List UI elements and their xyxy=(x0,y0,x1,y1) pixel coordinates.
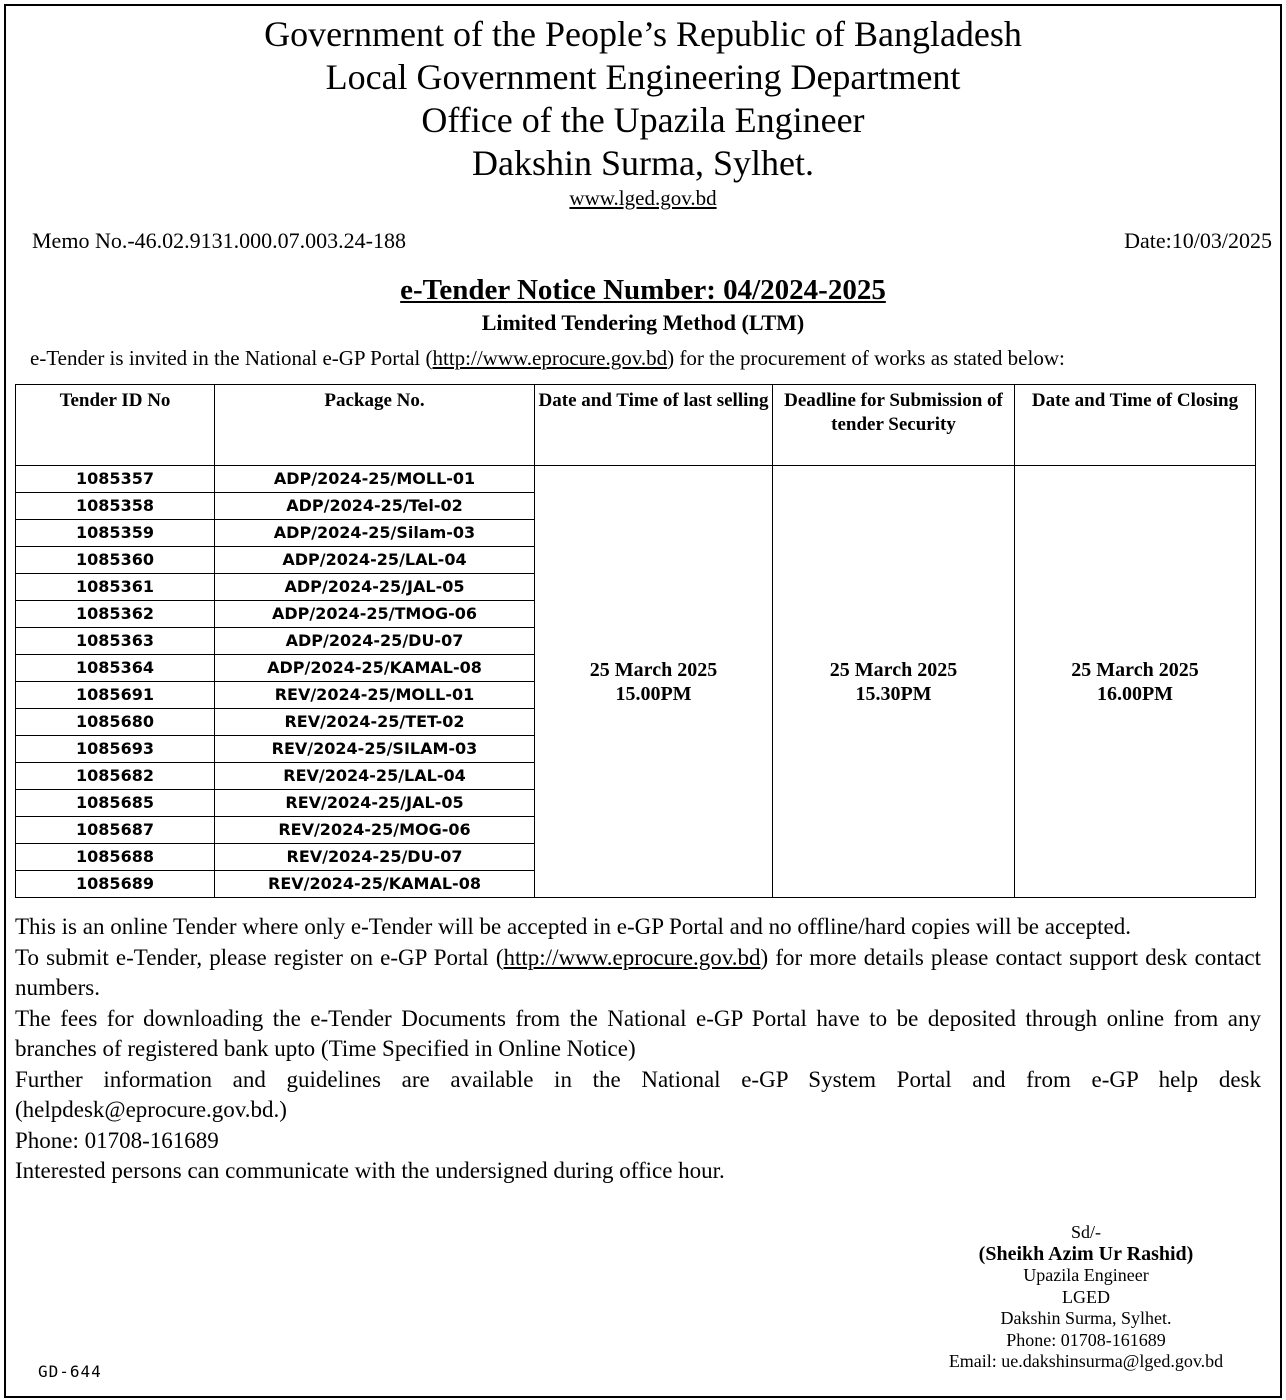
sig-email: Email: ue.dakshinsurma@lged.gov.bd xyxy=(948,1351,1224,1371)
memo-row xyxy=(32,228,1272,254)
last-selling-cell xyxy=(535,466,773,898)
header-government: Government of the People’s Republic of Bangladesh xyxy=(264,14,1022,54)
package-cell: ADP/2024-25/TMOG-06 xyxy=(215,601,535,628)
sig-name: (Sheikh Azim Ur Rashid) xyxy=(978,1242,1194,1265)
closing-cell xyxy=(1015,466,1256,898)
tender-id-cell: 1085680 xyxy=(16,709,215,736)
header-package: Package No. xyxy=(215,385,535,466)
tender-instructions xyxy=(15,912,1261,1187)
tender-id-cell: 1085360 xyxy=(16,547,215,574)
package-cell: REV/2024-25/JAL-05 xyxy=(215,790,535,817)
package-cell: ADP/2024-25/DU-07 xyxy=(215,628,535,655)
tender-id-cell: 1085687 xyxy=(16,817,215,844)
header-tender-id: Tender ID No xyxy=(16,385,215,466)
header-last-selling: Date and Time of last selling xyxy=(535,385,773,466)
tender-id-cell: 1085361 xyxy=(16,574,215,601)
tender-id-cell: 1085363 xyxy=(16,628,215,655)
package-cell: ADP/2024-25/Silam-03 xyxy=(215,520,535,547)
notice-title: e-Tender Notice Number: 04/2024-2025 xyxy=(400,274,886,306)
para-fees: The fees for downloading the e-Tender Documents from the National e-GP Portal have to be deposited through online from any branches of registered bank upto (Time Specified in Online Notice) xyxy=(15,1005,1261,1061)
package-cell: REV/2024-25/KAMAL-08 xyxy=(215,871,535,898)
table-row xyxy=(16,466,1256,493)
tender-id-cell: 1085358 xyxy=(16,493,215,520)
package-cell: REV/2024-25/MOLL-01 xyxy=(215,682,535,709)
tender-id-cell: 1085357 xyxy=(16,466,215,493)
package-cell: REV/2024-25/MOG-06 xyxy=(215,817,535,844)
closing-cell-time: 16.00PM xyxy=(1096,682,1174,705)
notice-intro: e-Tender is invited in the National e-GP Portal (http://www.eprocure.gov.bd) for the procurement of works as stated below: xyxy=(30,346,1065,370)
signature-block xyxy=(880,1222,1286,1373)
security-deadline-cell-time: 15.30PM xyxy=(855,682,932,705)
sig-org: LGED xyxy=(1062,1286,1110,1307)
tender-id-cell: 1085688 xyxy=(16,844,215,871)
tender-id-cell: 1085359 xyxy=(16,520,215,547)
header-department: Local Government Engineering Department xyxy=(325,57,961,97)
last-selling-cell-time: 15.00PM xyxy=(615,682,692,705)
security-deadline-cell xyxy=(773,466,1015,898)
tender-id-cell: 1085685 xyxy=(16,790,215,817)
security-deadline-cell-date: 25 March 2025 xyxy=(829,658,958,681)
header-closing: Date and Time of Closing xyxy=(1015,385,1256,466)
package-cell: ADP/2024-25/KAMAL-08 xyxy=(215,655,535,682)
header-website[interactable]: www.lged.gov.bd xyxy=(569,186,717,210)
tender-table xyxy=(15,384,1256,898)
tender-id-cell: 1085362 xyxy=(16,601,215,628)
gd-code: GD-644 xyxy=(38,1362,102,1381)
package-cell: ADP/2024-25/JAL-05 xyxy=(215,574,535,601)
header-office: Office of the Upazila Engineer xyxy=(421,100,865,140)
package-cell: ADP/2024-25/Tel-02 xyxy=(215,493,535,520)
tender-id-cell: 1085364 xyxy=(16,655,215,682)
package-cell: REV/2024-25/SILAM-03 xyxy=(215,736,535,763)
tender-id-cell: 1085682 xyxy=(16,763,215,790)
para-contact: Interested persons can communicate with the undersigned during office hour. xyxy=(15,1158,725,1183)
package-cell: REV/2024-25/TET-02 xyxy=(215,709,535,736)
para-phone: Phone: 01708-161689 xyxy=(15,1127,219,1153)
package-cell: ADP/2024-25/LAL-04 xyxy=(215,547,535,574)
para-online: This is an online Tender where only e-Tender will be accepted in e-GP Portal and no offline/hard copies will be accepted. xyxy=(15,914,1131,939)
package-cell: REV/2024-25/DU-07 xyxy=(215,844,535,871)
header-security-deadline: Deadline for Submission of tender Security xyxy=(773,385,1015,466)
tender-id-cell: 1085689 xyxy=(16,871,215,898)
para-register: To submit e-Tender, please register on e-GP Portal (http://www.eprocure.gov.bd) for more details please contact support desk contact numbers. xyxy=(15,944,1261,1000)
package-cell: REV/2024-25/LAL-04 xyxy=(215,763,535,790)
last-selling-cell-date: 25 March 2025 xyxy=(589,658,718,681)
package-cell: ADP/2024-25/MOLL-01 xyxy=(215,466,535,493)
eprocure-link-2[interactable]: http://www.eprocure.gov.bd xyxy=(503,944,761,970)
eprocure-link[interactable]: http://www.eprocure.gov.bd xyxy=(432,346,668,370)
notice-method: Limited Tendering Method (LTM) xyxy=(481,310,805,335)
para-helpdesk: Further information and guidelines are available in the National e-GP System Portal and from e-GP help desk (helpdesk@eprocure.gov.bd.) xyxy=(15,1066,1261,1122)
closing-cell-date: 25 March 2025 xyxy=(1071,658,1199,681)
tender-id-cell: 1085693 xyxy=(16,736,215,763)
tender-id-cell: 1085691 xyxy=(16,682,215,709)
header-location: Dakshin Surma, Sylhet. xyxy=(472,143,814,183)
memo-number: Memo No.-46.02.9131.000.07.003.24-188 xyxy=(32,228,406,253)
sig-location: Dakshin Surma, Sylhet. xyxy=(1000,1308,1172,1328)
sig-phone: Phone: 01708-161689 xyxy=(1006,1329,1166,1350)
sig-sd: Sd/- xyxy=(1070,1222,1101,1242)
sig-designation: Upazila Engineer xyxy=(1023,1265,1149,1285)
memo-date: Date:10/03/2025 xyxy=(1124,228,1272,253)
